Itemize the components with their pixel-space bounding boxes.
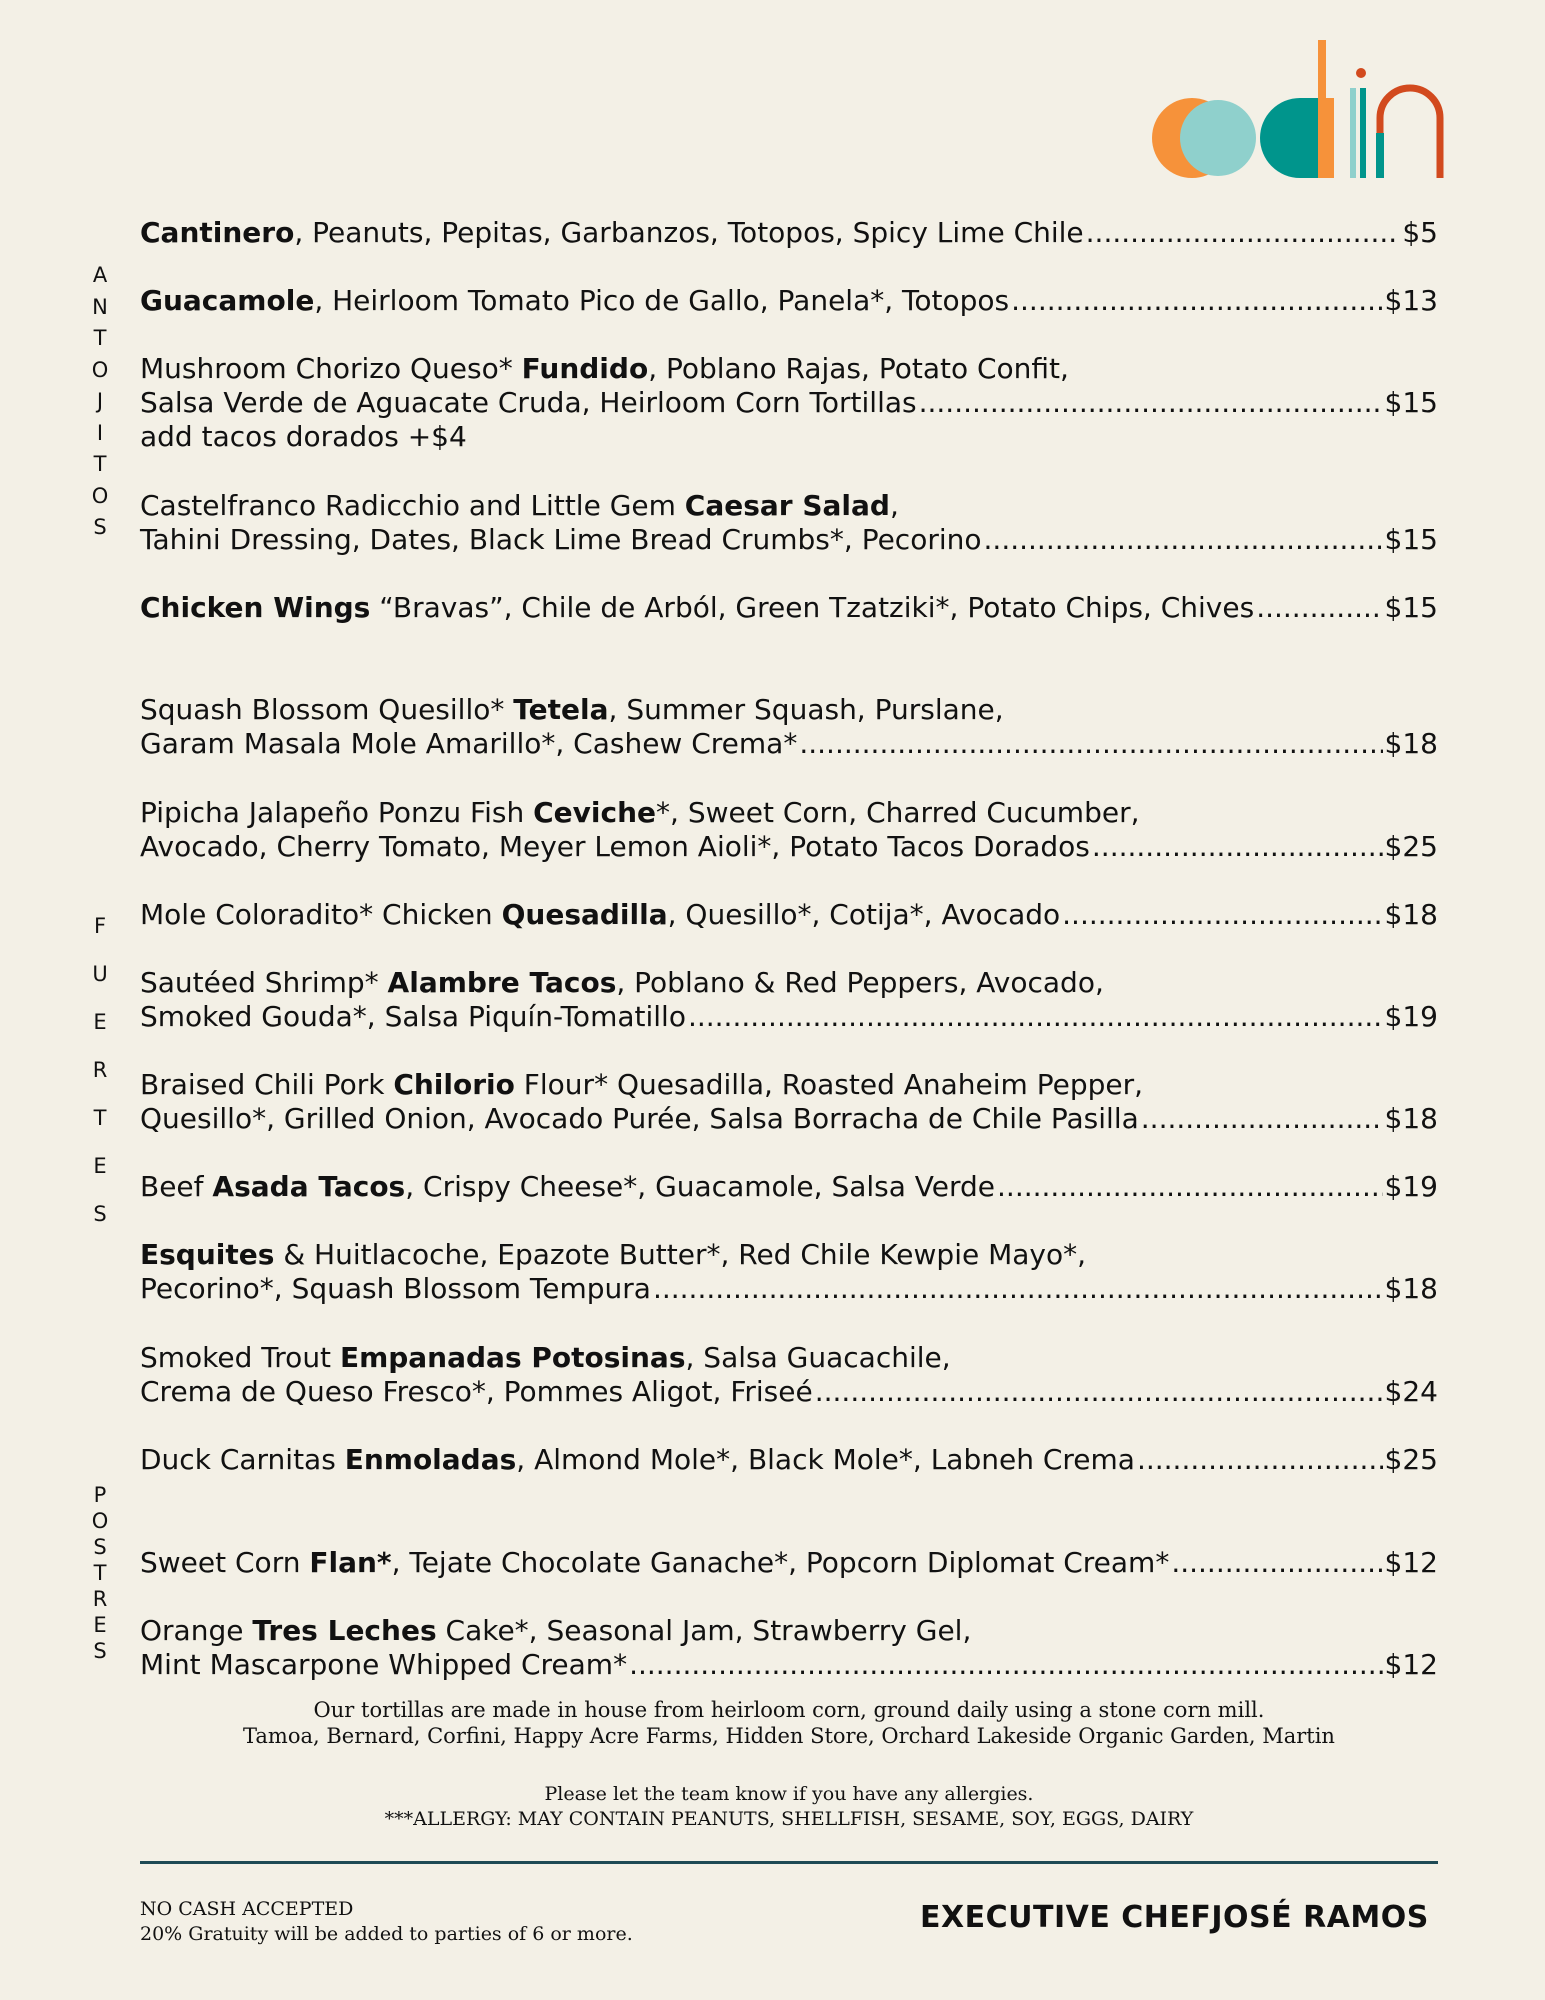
dot-leader xyxy=(1092,830,1383,864)
menu-item xyxy=(140,966,1438,1034)
menu-item-line xyxy=(140,966,1438,1000)
menu-item-text: Mole Coloradito* Chicken xyxy=(140,898,502,931)
menu-item-text: Sautéed Shrimp* xyxy=(140,966,388,999)
menu-item-text: , Tejate Chocolate Ganache*, Popcorn Diplomat Cream* xyxy=(391,1546,1170,1579)
menu-item-description xyxy=(140,1272,651,1306)
menu-item-description xyxy=(140,1375,813,1409)
menu-item-line xyxy=(140,386,1438,420)
menu-item-line xyxy=(140,1102,1438,1136)
section-letter: I xyxy=(96,420,104,445)
menu-item-text: Avocado, Cherry Tomato, Meyer Lemon Aioli*, Potato Tacos Dorados xyxy=(140,830,1090,863)
section-letter: E xyxy=(93,1010,107,1034)
dot-leader xyxy=(653,1272,1383,1306)
menu-item-text: Garam Masala Mole Amarillo*, Cashew Crema* xyxy=(140,727,798,760)
menu-item-text: Pipicha Jalapeño Ponzu Fish xyxy=(140,796,534,829)
menu-item-text: Beef xyxy=(140,1170,213,1203)
section-letter: E xyxy=(93,1613,107,1637)
menu-item-description xyxy=(140,1443,1135,1477)
menu-item-text: , Almond Mole*, Black Mole*, Labneh Crema xyxy=(516,1443,1135,1476)
section-letter: O xyxy=(91,1509,109,1533)
section-letter: A xyxy=(92,263,108,287)
menu-item-description xyxy=(140,1068,1143,1102)
footer-policies xyxy=(140,1897,633,1947)
dot-leader xyxy=(919,386,1383,420)
section-letter: U xyxy=(92,962,108,986)
menu-item-text: Mushroom Chorizo Queso* xyxy=(140,352,522,385)
menu-item-line xyxy=(140,216,1438,250)
menu-item-description xyxy=(140,1341,951,1375)
menu-item-name: Esquites xyxy=(140,1238,275,1271)
menu-item-line xyxy=(140,523,1438,557)
menu-item-name: Fundido xyxy=(521,352,649,385)
executive-chef: EXECUTIVE CHEFJOSÉ RAMOS xyxy=(920,1900,1429,1935)
menu-item-price: $19 xyxy=(1384,1000,1438,1033)
menu-item-text: , Poblano Rajas, Potato Confit, xyxy=(648,352,1069,385)
dot-leader xyxy=(1062,898,1382,932)
section-letter: R xyxy=(92,1058,108,1082)
menu-item-line xyxy=(140,727,1438,761)
menu-item-line xyxy=(140,1648,1438,1682)
menu-item xyxy=(140,898,1438,932)
menu-item-line xyxy=(140,1443,1438,1477)
section-letter: S xyxy=(93,515,107,539)
section-letter: N xyxy=(92,294,108,319)
tortilla-note xyxy=(140,1697,1438,1749)
menu-item-description xyxy=(140,898,1060,932)
menu-item-price: $12 xyxy=(1384,1648,1438,1681)
section-letter: R xyxy=(92,1587,108,1611)
menu-item-text: “Bravas”, Chile de Arból, Green Tzatziki*, Potato Chips, Chives xyxy=(370,591,1255,624)
menu-item-text: Quesillo*, Grilled Onion, Avocado Purée, Salsa Borracha de Chile Pasilla xyxy=(140,1102,1139,1135)
menu-item-line xyxy=(140,796,1438,830)
menu-item-line xyxy=(140,1272,1438,1306)
farms-note-text: Tamoa, Bernard, Corfini, Happy Acre Farms, Hidden Store, Orchard Lakeside Organic Garden, Martin xyxy=(243,1724,1335,1748)
menu-item-price: $15 xyxy=(1384,591,1438,624)
menu-item-line xyxy=(140,1546,1438,1580)
menu-item-line xyxy=(140,284,1438,318)
menu-item-text: , Heirloom Tomato Pico de Gallo, Panela*, Totopos xyxy=(314,284,1010,317)
dot-leader xyxy=(1141,1102,1383,1136)
section-letter: T xyxy=(93,1561,107,1585)
menu-item-name: Alambre Tacos xyxy=(387,966,617,999)
menu-item-price: $18 xyxy=(1384,1102,1438,1135)
menu-item-name: Empanadas Potosinas xyxy=(339,1341,686,1374)
menu-item-text: *, Sweet Corn, Charred Cucumber, xyxy=(656,796,1140,829)
menu-item-price: $25 xyxy=(1384,830,1438,863)
menu-item-name: Tetela xyxy=(513,693,609,726)
menu-item-description xyxy=(140,352,1069,386)
menu-item-name: Enmoladas xyxy=(344,1443,517,1476)
menu-item-text: , Crispy Cheese*, Guacamole, Salsa Verde xyxy=(405,1170,996,1203)
menu-item-description xyxy=(140,693,1004,727)
menu-item-name: Ceviche xyxy=(533,796,657,829)
section-letter: P xyxy=(93,1483,107,1507)
menu-item xyxy=(140,796,1438,864)
dot-leader xyxy=(984,523,1383,557)
menu-item-description xyxy=(140,386,917,420)
dot-leader xyxy=(997,1170,1383,1204)
footer-divider xyxy=(140,1861,1438,1864)
menu-item xyxy=(140,352,1438,454)
menu-item-text: , Poblano & Red Peppers, Avocado, xyxy=(616,966,1104,999)
menu-item-name: Asada Tacos xyxy=(212,1170,406,1203)
menu-item-description xyxy=(140,966,1104,1000)
section-letter: F xyxy=(93,914,107,938)
allergy-note xyxy=(140,1782,1438,1832)
menu-item-line xyxy=(140,489,1438,523)
menu-item-description xyxy=(140,1614,971,1648)
menu-item xyxy=(140,1341,1438,1409)
menu-item-text: , xyxy=(889,489,899,522)
menu-item-line xyxy=(140,1238,1438,1272)
section-letter: E xyxy=(93,1154,107,1178)
dot-leader xyxy=(688,1000,1383,1034)
dot-leader xyxy=(1137,1443,1383,1477)
menu-item-text: add tacos dorados +$4 xyxy=(140,420,467,453)
section-letter: T xyxy=(93,452,107,476)
allergy-ask-text: Please let the team know if you have any allergies. xyxy=(544,1783,1034,1805)
menu-item-line xyxy=(140,1375,1438,1409)
menu-item-line xyxy=(140,693,1438,727)
menu-item-text: Salsa Verde de Aguacate Cruda, Heirloom Corn Tortillas xyxy=(140,386,917,419)
menu-item-price: $18 xyxy=(1384,727,1438,760)
menu-item-price: $25 xyxy=(1384,1443,1438,1476)
section-letter: T xyxy=(93,1106,107,1130)
menu-item-text: Smoked Gouda*, Salsa Piquín-Tomatillo xyxy=(140,1000,686,1033)
odin-logo xyxy=(1150,38,1455,188)
menu-item-price: $5 xyxy=(1402,216,1438,249)
menu-item-description xyxy=(140,420,467,454)
section-letter: S xyxy=(93,1639,107,1663)
menu-item xyxy=(140,1546,1438,1580)
menu-item-price: $12 xyxy=(1384,1546,1438,1579)
menu-item-name: Caesar Salad xyxy=(684,489,890,522)
menu-item xyxy=(140,591,1438,625)
menu-item-text: Orange xyxy=(140,1614,253,1647)
menu-item-price: $18 xyxy=(1384,898,1438,931)
menu-item-description xyxy=(140,1102,1139,1136)
section-letter: S xyxy=(93,1535,107,1559)
menu-item-text: Duck Carnitas xyxy=(140,1443,345,1476)
dot-leader xyxy=(1256,591,1382,625)
dot-leader xyxy=(815,1375,1383,1409)
menu-item-text: Tahini Dressing, Dates, Black Lime Bread Crumbs*, Pecorino xyxy=(140,523,982,556)
menu-item-text: Braised Chili Pork xyxy=(140,1068,394,1101)
menu-item-text: Squash Blossom Quesillo* xyxy=(140,693,514,726)
menu-item-line xyxy=(140,1068,1438,1102)
menu-item-line xyxy=(140,591,1438,625)
dot-leader xyxy=(629,1648,1382,1682)
menu-item-name: Guacamole xyxy=(140,284,315,317)
menu-item xyxy=(140,489,1438,557)
menu-item-description xyxy=(140,1000,686,1034)
menu-item xyxy=(140,284,1438,318)
menu-item-description xyxy=(140,489,899,523)
menu-item-description xyxy=(140,1546,1169,1580)
menu-item xyxy=(140,1443,1438,1477)
menu-item-name: Flan* xyxy=(309,1546,392,1579)
menu-item-description xyxy=(140,284,1009,318)
menu-item-text: Cake*, Seasonal Jam, Strawberry Gel, xyxy=(436,1614,972,1647)
menu-item-line xyxy=(140,1000,1438,1034)
menu-item-text: Castelfranco Radicchio and Little Gem xyxy=(140,489,685,522)
tortilla-note-text: Our tortillas are made in house from heirloom corn, ground daily using a stone corn mill. xyxy=(313,1698,1265,1722)
menu-item-text: Flour* Quesadilla, Roasted Anaheim Pepper, xyxy=(514,1068,1144,1101)
menu-item-line xyxy=(140,420,1438,454)
menu-item-name: Cantinero xyxy=(140,216,295,249)
menu-item xyxy=(140,1238,1438,1306)
menu-item-line xyxy=(140,1341,1438,1375)
menu-item-description xyxy=(140,1238,1086,1272)
menu-item-text: , Summer Squash, Purslane, xyxy=(608,693,1004,726)
section-letter: S xyxy=(93,1202,107,1226)
menu-item-description xyxy=(140,1648,627,1682)
menu-item-text: Pecorino*, Squash Blossom Tempura xyxy=(140,1272,651,1305)
menu-item-text: Crema de Queso Fresco*, Pommes Aligot, Friseé xyxy=(140,1375,813,1408)
section-letter: T xyxy=(93,326,107,350)
menu-item-name: Quesadilla xyxy=(501,898,668,931)
menu-item-price: $13 xyxy=(1384,284,1438,317)
menu-item xyxy=(140,1614,1438,1682)
menu-item-description xyxy=(140,796,1140,830)
no-cash-text: NO CASH ACCEPTED xyxy=(140,1898,354,1920)
section-label-postres xyxy=(88,1482,112,1664)
menu-item-line xyxy=(140,1614,1438,1648)
menu-item-description xyxy=(140,830,1090,864)
menu-item-text: Sweet Corn xyxy=(140,1546,310,1579)
menu-item-text: , Quesillo*, Cotija*, Avocado xyxy=(667,898,1061,931)
menu-item xyxy=(140,216,1438,250)
menu-item-line xyxy=(140,352,1438,386)
menu-item-description xyxy=(140,523,982,557)
menu-item-name: Chilorio xyxy=(393,1068,515,1101)
menu-item xyxy=(140,1170,1438,1204)
menu-item-text: Mint Mascarpone Whipped Cream* xyxy=(140,1648,628,1681)
menu-item-text: Smoked Trout xyxy=(140,1341,340,1374)
menu-item-name: Tres Leches xyxy=(252,1614,437,1647)
section-letter: J xyxy=(96,389,104,413)
dot-leader xyxy=(1171,1546,1382,1580)
menu-item-text: , Salsa Guacachile, xyxy=(685,1341,951,1374)
menu-item-line xyxy=(140,1170,1438,1204)
menu-item-text: , Peanuts, Pepitas, Garbanzos, Totopos, Spicy Lime Chile xyxy=(294,216,1084,249)
menu-item xyxy=(140,693,1438,761)
dot-leader xyxy=(1086,216,1401,250)
menu-item-description xyxy=(140,1170,995,1204)
menu-item-name: Chicken Wings xyxy=(140,591,371,624)
menu-item-price: $15 xyxy=(1384,386,1438,419)
menu-item-description xyxy=(140,591,1254,625)
section-label-antojitos xyxy=(88,260,112,544)
dot-leader xyxy=(1011,284,1382,318)
allergy-warning-text: ***ALLERGY: MAY CONTAIN PEANUTS, SHELLFISH, SESAME, SOY, EGGS, DAIRY xyxy=(384,1808,1194,1830)
menu-item-text: & Huitlacoche, Epazote Butter*, Red Chile Kewpie Mayo*, xyxy=(274,1238,1087,1271)
dot-leader xyxy=(799,727,1382,761)
menu-item-price: $24 xyxy=(1384,1375,1438,1408)
gratuity-text: 20% Gratuity will be added to parties of 6 or more. xyxy=(140,1923,633,1945)
menu-item-line xyxy=(140,830,1438,864)
menu-item-price: $18 xyxy=(1384,1272,1438,1305)
menu-item-line xyxy=(140,898,1438,932)
menu-item-price: $19 xyxy=(1384,1170,1438,1203)
section-letter: O xyxy=(91,483,109,508)
menu-item-description xyxy=(140,727,797,761)
menu-item-description xyxy=(140,216,1084,250)
menu-item-price: $15 xyxy=(1384,523,1438,556)
section-label-fuertes xyxy=(88,902,112,1238)
menu-item xyxy=(140,1068,1438,1136)
section-letter: O xyxy=(91,357,109,382)
